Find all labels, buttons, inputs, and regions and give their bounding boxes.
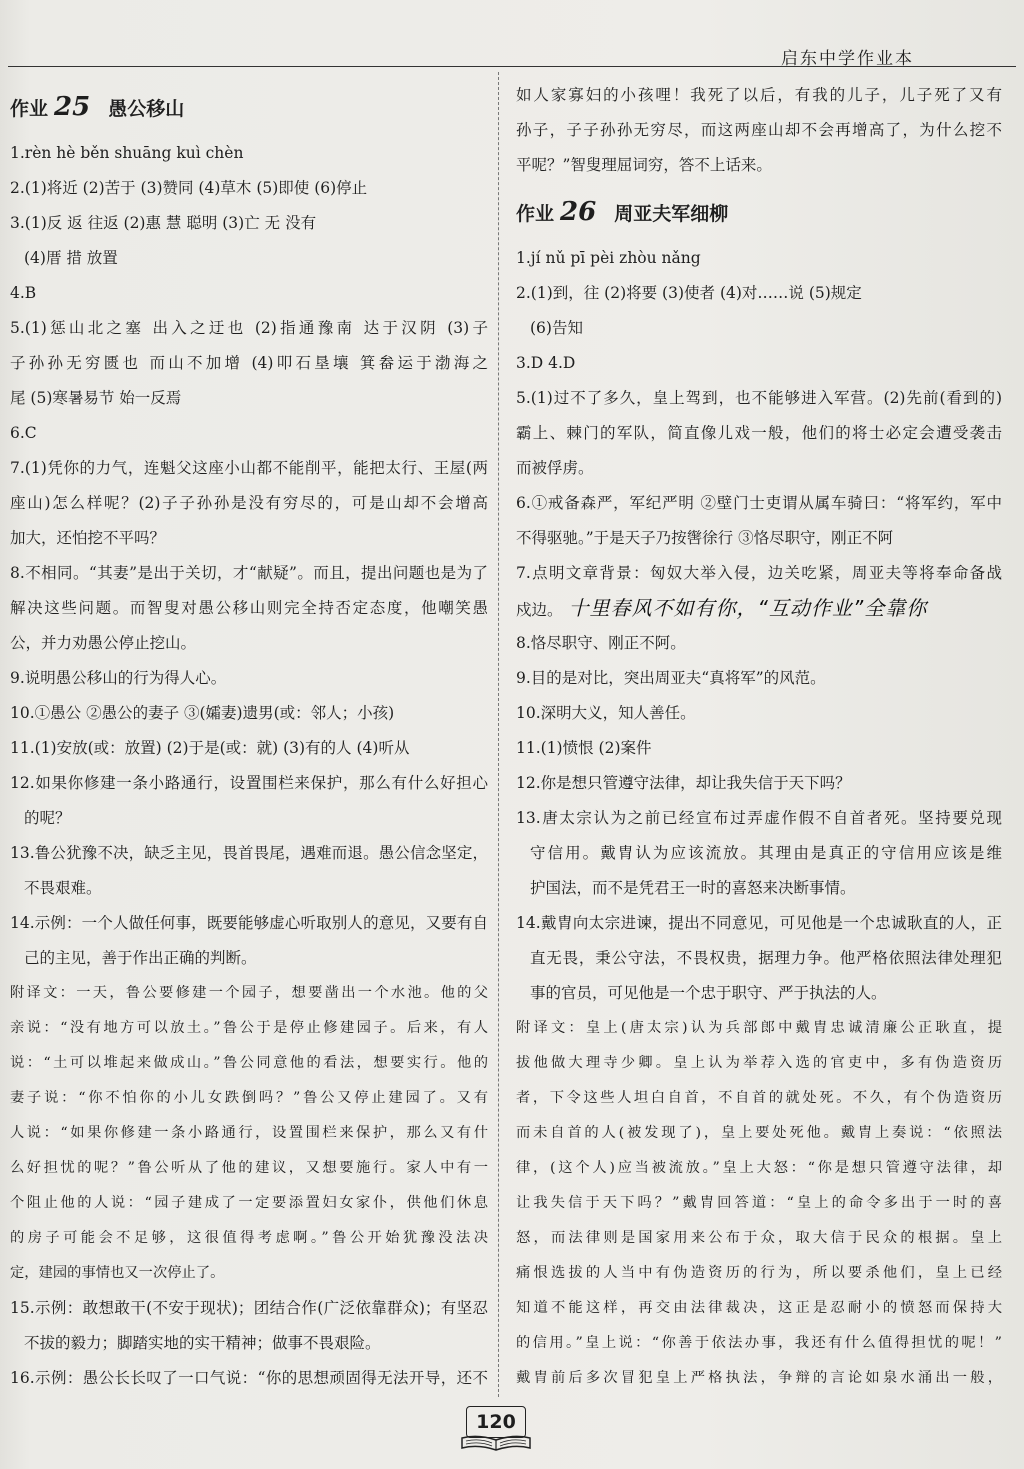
text-line (10, 801, 488, 836)
text-line (10, 346, 488, 381)
line-text: 尾 (5)寒暑易节 始一反焉 (10, 389, 182, 407)
text-line (10, 311, 488, 346)
line-text: 的房子可能会不足够，这很值得考虑啊。”鲁公开始犹豫没法决 (10, 1230, 488, 1246)
text-line (10, 1151, 488, 1186)
line-text: 5.(1)过不了多久，皇上驾到，也不能够进入军营。(2)先前(看到的) (516, 389, 1002, 407)
line-text: 加大，还怕挖不平吗？ (10, 529, 166, 547)
text-line (516, 766, 1002, 801)
line-text: 而被俘虏。 (516, 459, 594, 477)
line-text: 12.你是想只管遵守法律，却让我失信于天下吗？ (516, 774, 851, 792)
line-text: 附译文：一天，鲁公要修建一个园子，想要凿出一个水池。他的父 (10, 985, 488, 1001)
line-text: (6)告知 (530, 319, 583, 337)
line-text: 如人家寡妇的小孩哩！我死了以后，有我的儿子，儿子死了又有 (516, 86, 1002, 104)
text-line (516, 451, 1002, 486)
column-divider (498, 72, 499, 1397)
line-text: 守信用。戴胄认为应该流放。其理由是真正的守信用应该是维 (530, 844, 1002, 862)
text-line (10, 521, 488, 556)
text-line (516, 696, 1002, 731)
line-text: (4)厝 措 放置 (24, 249, 118, 267)
line-text: 让我失信于天下吗？”戴胄回答道：“皇上的命令多出于一时的喜 (516, 1195, 1002, 1211)
text-line (516, 1151, 1002, 1186)
handwritten-note: 十里春风不如有你，“互动作业”全靠你 (568, 596, 928, 620)
line-text: 定，建园的事情也又一次停止了。 (10, 1265, 225, 1281)
left-column (10, 78, 488, 1396)
text-line (516, 556, 1002, 591)
line-text: 己的主见，善于作出正确的判断。 (24, 949, 257, 967)
line-text: 知道不能这样，再交由法律裁决，这正是忍耐小的愤怒而保持大 (516, 1300, 1002, 1316)
line-text: 14.戴胄向太宗进谏，提出不同意见，可见他是一个忠诚耿直的人，正 (516, 914, 1002, 932)
text-line (516, 591, 1002, 626)
text-line (516, 1361, 1002, 1396)
text-line (516, 113, 1002, 148)
text-line (516, 416, 1002, 451)
header-title: 启东中学作业本 (781, 49, 914, 69)
section-heading (10, 78, 488, 136)
text-line (10, 1186, 488, 1221)
line-text: 不拔的毅力；脚踏实地的实干精神；做事不畏艰险。 (24, 1334, 381, 1352)
line-text: 妻子说：“你不怕你的小儿女跌倒吗？”鲁公又停止建园了。又有 (10, 1090, 488, 1106)
text-line (10, 556, 488, 591)
line-text: 不畏艰难。 (24, 879, 102, 897)
text-line (10, 976, 488, 1011)
heading-number: 26 (560, 197, 597, 227)
line-text: 直无畏，秉公守法，不畏权贵，据理力争。他严格依照法律处理犯 (530, 949, 1002, 967)
line-text: 10.①愚公 ②愚公的妻子 ③(孀妻)遗男(或：邻人；小孩) (10, 704, 395, 722)
text-line (516, 1291, 1002, 1326)
line-text: 14.示例：一个人做任何事，既要能够虚心听取别人的意见，又要有自 (10, 914, 488, 932)
section-heading (516, 183, 1002, 241)
text-line (516, 346, 1002, 381)
text-line (10, 766, 488, 801)
text-line (516, 661, 1002, 696)
line-text: 6.C (10, 424, 37, 442)
text-line (516, 941, 1002, 976)
line-text: 2.(1)到，往 (2)将要 (3)使者 (4)对……说 (5)规定 (516, 284, 862, 302)
line-text: 3.(1)反 返 往返 (2)惠 慧 聪明 (3)亡 无 没有 (10, 214, 317, 232)
line-text: 2.(1)将近 (2)苦于 (3)赞同 (4)草木 (5)即使 (6)停止 (10, 179, 368, 197)
open-book-icon (458, 1434, 534, 1452)
text-line (516, 1116, 1002, 1151)
line-text: 公，并力劝愚公停止挖山。 (10, 634, 197, 652)
line-text: 解决这些问题。而智叟对愚公移山则完全持否定态度，他嘲笑愚 (10, 599, 488, 617)
line-text: 孙子，子子孙孙无穷尽，而这两座山却不会再增高了，为什么挖不 (516, 121, 1002, 139)
text-line (10, 451, 488, 486)
text-line (10, 1326, 488, 1361)
text-line (10, 731, 488, 766)
line-text: 5.(1)惩山北之塞 出入之迂也 (2)指通豫南 达于汉阴 (3)子 (10, 319, 488, 337)
text-line (10, 486, 488, 521)
line-text: 平呢？”智叟理屈词穷，答不上话来。 (516, 156, 772, 174)
right-column (516, 78, 1002, 1396)
heading-word: 作业 (10, 98, 49, 120)
line-text: 1.rèn hè běn shuāng kuì chèn (10, 144, 244, 162)
page-number: 120 (466, 1406, 526, 1438)
line-text: 痛恨选拔的人当中有伪造资历的行为，所以要杀他们，皇上已经 (516, 1265, 1002, 1281)
line-text: 戍边。 (516, 601, 563, 619)
line-text: 者，下令这些人坦白自首，不自首的就处死。不久，有个伪造资历 (516, 1090, 1002, 1106)
text-line (516, 381, 1002, 416)
text-line (10, 206, 488, 241)
page-header (0, 0, 1024, 70)
line-text: 亲说：“没有地方可以放土。”鲁公于是停止修建园子。后来，有人 (10, 1020, 488, 1036)
line-text: 拔他做大理寺少卿。皇上认为举荐入选的官吏中，多有伪造资历 (516, 1055, 1002, 1071)
line-text: 9.目的是对比，突出周亚夫“真将军”的风范。 (516, 669, 826, 687)
line-text: 个阻止他的人说：“园子建成了一定要添置妇女家仆，供他们休息 (10, 1195, 488, 1211)
heading-title: 愚公移山 (108, 98, 185, 120)
page-number-badge (458, 1404, 534, 1454)
line-text: 13.鲁公犹豫不决，缺乏主见，畏首畏尾，遇难而退。愚公信念坚定， (10, 844, 488, 862)
text-line (516, 1046, 1002, 1081)
text-line (10, 1256, 488, 1291)
line-text: 16.示例：愚公长长叹了一口气说：“你的思想顽固得无法开导，还不 (10, 1369, 488, 1387)
line-text: 子孙孙无穷匮也 而山不加增 (4)叩石垦壤 箕畚运于渤海之 (10, 354, 488, 372)
text-line (516, 1011, 1002, 1046)
text-line (516, 486, 1002, 521)
line-text: 10.深明大义，知人善任。 (516, 704, 696, 722)
text-line (516, 1186, 1002, 1221)
line-text: 座山)怎么样呢？(2)子子孙孙是没有穷尽的，可是山却不会增高 (10, 494, 488, 512)
text-line (10, 906, 488, 941)
line-text: 怒，而法律则是国家用来公布于众，取大信于民众的根据。皇上 (516, 1230, 1002, 1246)
text-line (10, 1081, 488, 1116)
text-line (10, 416, 488, 451)
text-line (516, 78, 1002, 113)
text-line (10, 626, 488, 661)
line-text: 11.(1)安放(或：放置) (2)于是(或：就) (3)有的人 (4)听从 (10, 739, 410, 757)
text-line (516, 241, 1002, 276)
text-line (10, 836, 488, 871)
text-line (10, 241, 488, 276)
line-text: 7.点明文章背景：匈奴大举入侵，边关吃紧，周亚夫等将奉命备战 (516, 564, 1002, 582)
line-text: 3.D 4.D (516, 354, 576, 372)
line-text: 8.恪尽职守、刚正不阿。 (516, 634, 686, 652)
text-line (10, 696, 488, 731)
line-text: 护国法，而不是凭君王一时的喜怒来决断事情。 (530, 879, 856, 897)
text-line (516, 311, 1002, 346)
text-line (10, 276, 488, 311)
text-line (516, 836, 1002, 871)
line-text: 戴胄前后多次冒犯皇上严格执法，争辩的言论如泉水涌出一般， (516, 1370, 1002, 1386)
line-text: 的信用。”皇上说：“你善于依法办事，我还有什么值得担忧的呢！” (516, 1335, 1002, 1351)
text-line (10, 591, 488, 626)
text-line (516, 521, 1002, 556)
line-text: 附译文：皇上(唐太宗)认为兵部郎中戴胄忠诚清廉公正耿直，提 (516, 1020, 1002, 1036)
text-line (10, 1221, 488, 1256)
line-text: 15.示例：敢想敢干(不安于现状)；团结合作(广泛依靠群众)；有坚忍 (10, 1299, 488, 1317)
header-rule (8, 66, 1016, 67)
heading-word: 作业 (516, 203, 555, 225)
text-line (516, 976, 1002, 1011)
text-line (516, 1256, 1002, 1291)
line-text: 事的官员，可见他是一个忠于职守、严于执法的人。 (530, 984, 887, 1002)
text-line (516, 731, 1002, 766)
line-text: 4.B (10, 284, 37, 302)
text-line (516, 276, 1002, 311)
text-line (10, 871, 488, 906)
text-line (10, 661, 488, 696)
line-text: 1.jí nǔ pī pèi zhòu nǎng (516, 249, 701, 267)
heading-number: 25 (54, 92, 91, 122)
text-line (10, 1046, 488, 1081)
text-line (516, 1326, 1002, 1361)
line-text: 9.说明愚公移山的行为得人心。 (10, 669, 227, 687)
text-line (10, 1011, 488, 1046)
line-text: 霸上、棘门的军队，简直像儿戏一般，他们的将士必定会遭受袭击 (516, 424, 1002, 442)
line-text: 人说：“如果你修建一条小路通行，设置围栏来保护，那么又有什 (10, 1125, 488, 1141)
text-line (516, 871, 1002, 906)
line-text: 7.(1)凭你的力气，连魁父这座小山都不能削平，能把太行、王屋(两 (10, 459, 488, 477)
line-text: 12.如果你修建一条小路通行，设置围栏来保护，那么有什么好担心 (10, 774, 488, 792)
text-line (516, 801, 1002, 836)
line-text: 13.唐太宗认为之前已经宣布过弄虚作假不自首者死。坚持要兑现 (516, 809, 1002, 827)
text-line (516, 1081, 1002, 1116)
text-line (10, 171, 488, 206)
text-line (10, 1116, 488, 1151)
line-text: 8.不相同。“其妻”是出于关切，才“献疑”。而且，提出问题也是为了 (10, 564, 488, 582)
heading-title: 周亚夫军细柳 (614, 203, 729, 225)
text-line (10, 1361, 488, 1396)
text-line (10, 136, 488, 171)
text-line (516, 626, 1002, 661)
line-text: 律，(这个人)应当被流放。”皇上大怒：“你是想只管遵守法律，却 (516, 1160, 1002, 1176)
line-text: 么好担忧的呢？”鲁公听从了他的建议，又想要施行。家人中有一 (10, 1160, 488, 1176)
line-text: 不得驱驰。”于是天子乃按辔徐行 ③恪尽职守，刚正不阿 (516, 529, 894, 547)
line-text: 的呢？ (24, 809, 71, 827)
text-line (10, 381, 488, 416)
text-line (10, 1291, 488, 1326)
text-line (516, 906, 1002, 941)
text-line (516, 1221, 1002, 1256)
text-line (516, 148, 1002, 183)
line-text: 而未自首的人(被发现了)，皇上要处死他。戴胄上奏说：“依照法 (516, 1125, 1002, 1141)
line-text: 6.①戒备森严，军纪严明 ②壁门士吏谓从属车骑曰：“将军约，军中 (516, 494, 1002, 512)
text-line (10, 941, 488, 976)
line-text: 说：“土可以堆起来做成山。”鲁公同意他的看法，想要实行。他的 (10, 1055, 488, 1071)
line-text: 11.(1)愤恨 (2)案件 (516, 739, 652, 757)
